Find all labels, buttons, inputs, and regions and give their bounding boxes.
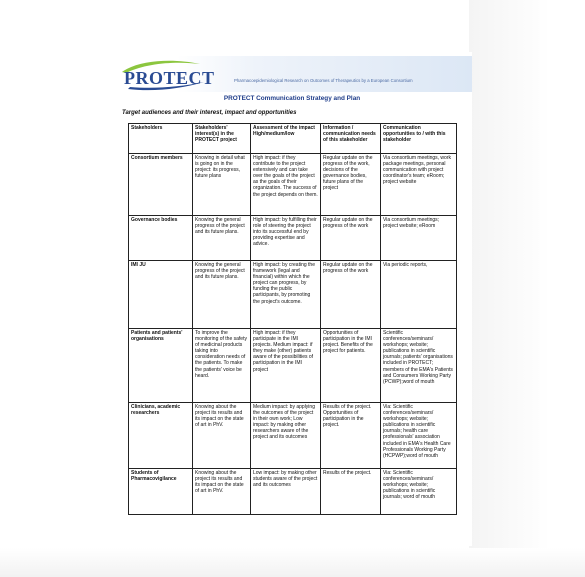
table-row [129, 154, 457, 216]
table-row [129, 329, 457, 403]
row-impact: High impact: if they contribute to the project extensively and can take over the goals of the project as the goals of their organization. The success of the project depends on them. [251, 154, 321, 216]
row-impact: Low impact: by making other students aware of the project and its outcomes [251, 469, 321, 515]
document-title: PROTECT Communication Strategy and Plan [223, 95, 361, 102]
row-opportunities: Via: Scientific conferences/seminars/ workshops; website; publications in scientific journals; word of mouth [381, 469, 457, 515]
row-stakeholder: Students of Pharmacovigilance [129, 469, 193, 515]
row-impact: High impact: by creating the framework (legal and financial) within which the project can progress, by funding the public participants, by promoting the project's outcome. [251, 261, 321, 329]
row-information-needs: Regular update on the progress of the work [321, 216, 381, 261]
row-impact: High impact: by fulfilling their role of steering the project into its successful end by providing expertise and advice. [251, 216, 321, 261]
row-information-needs: Regular update on the progress of the work [321, 261, 381, 329]
row-opportunities: Via consortium meetings; project website; eRoom [381, 216, 457, 261]
header-interest: Stakeholders' interest(s) in the PROTECT project [193, 124, 251, 154]
row-interest: Knowing the general progress of the project and its future plans. [193, 261, 251, 329]
row-impact: Medium impact: by applying the outcomes of the project in their own work; Low impact: by making other researchers aware of the project and its outcomes [251, 403, 321, 469]
row-interest: Knowing about the project its results and its impact on the state of art in PhV. [193, 403, 251, 469]
header-impact: Assessment of the impact High/medium/low [251, 124, 321, 154]
row-information-needs: Opportunities of participation in the IMI project. Benefits of the project for patients. [321, 329, 381, 403]
row-interest: Knowing about the project its results and its impact on the state of art in PhV. [193, 469, 251, 515]
row-stakeholder: Clinicians, academic researchers [129, 403, 193, 469]
row-stakeholder: Patients and patients' organisations [129, 329, 193, 403]
header-banner [112, 56, 472, 92]
header-stakeholders: Stakeholders [129, 124, 193, 154]
row-stakeholder: IMI JU [129, 261, 193, 329]
page-shadow-bottom [0, 548, 585, 577]
protect-logo [118, 58, 215, 92]
stakeholder-table [128, 123, 457, 515]
row-information-needs: Results of the project. [321, 469, 381, 515]
document-page [112, 52, 472, 546]
row-information-needs: Regular update on the progress of the work, decisions of the governance bodies, future plans of the project [321, 154, 381, 216]
header-opportunities: Communication opportunities to / with this stakeholder [381, 124, 457, 154]
logo-text: PROTECT [124, 68, 215, 88]
row-opportunities: Via: Scientific conferences/seminars/ workshops; website; publications in scientific journals; health care professionals' association included in EMA's Health Care Professionals Working Party (HCPWP);word of mouth [381, 403, 457, 469]
table-row [129, 261, 457, 329]
row-impact: High impact: if they participate in the IMI projects. Medium impact: if they make (other) patients aware of the possibilities of participation in the IMI project [251, 329, 321, 403]
row-opportunities: Scientific conferences/seminars/ workshops; website; publications in scientific journals; patients' organisations included in PROTECT; members of the EMA's Patients and Consumers Working Party (PCWP);word of mouth [381, 329, 457, 403]
row-interest: Knowing the general progress of the project and its future plans. [193, 216, 251, 261]
header-information-needs: Information / communication needs of this stakeholder [321, 124, 381, 154]
row-stakeholder: Consortium members [129, 154, 193, 216]
row-interest: Knowing in detail what is going on in the project: its progress, future plans [193, 154, 251, 216]
header-tagline: Pharmacoepidemiological Research on Outcomes of Therapeutics by a European Consortium [234, 78, 413, 83]
table-header-row [129, 124, 457, 154]
table-row [129, 216, 457, 261]
document-subtitle: Target audiences and their interest, impact and opportunities [122, 110, 297, 116]
page-shadow-right [469, 0, 585, 577]
row-interest: To improve the monitoring of the safety of medicinal products taking into consideration needs of the patients. To make the patients' voice be heard. [193, 329, 251, 403]
table-row [129, 403, 457, 469]
row-opportunities: Via consortium meetings, work package meetings, personal communication with project coordinator's team; eRoom; project website [381, 154, 457, 216]
row-opportunities: Via periodic reports, [381, 261, 457, 329]
row-stakeholder: Governance bodies [129, 216, 193, 261]
row-information-needs: Results of the project. Opportunities of participation in the project. [321, 403, 381, 469]
table-row [129, 469, 457, 515]
